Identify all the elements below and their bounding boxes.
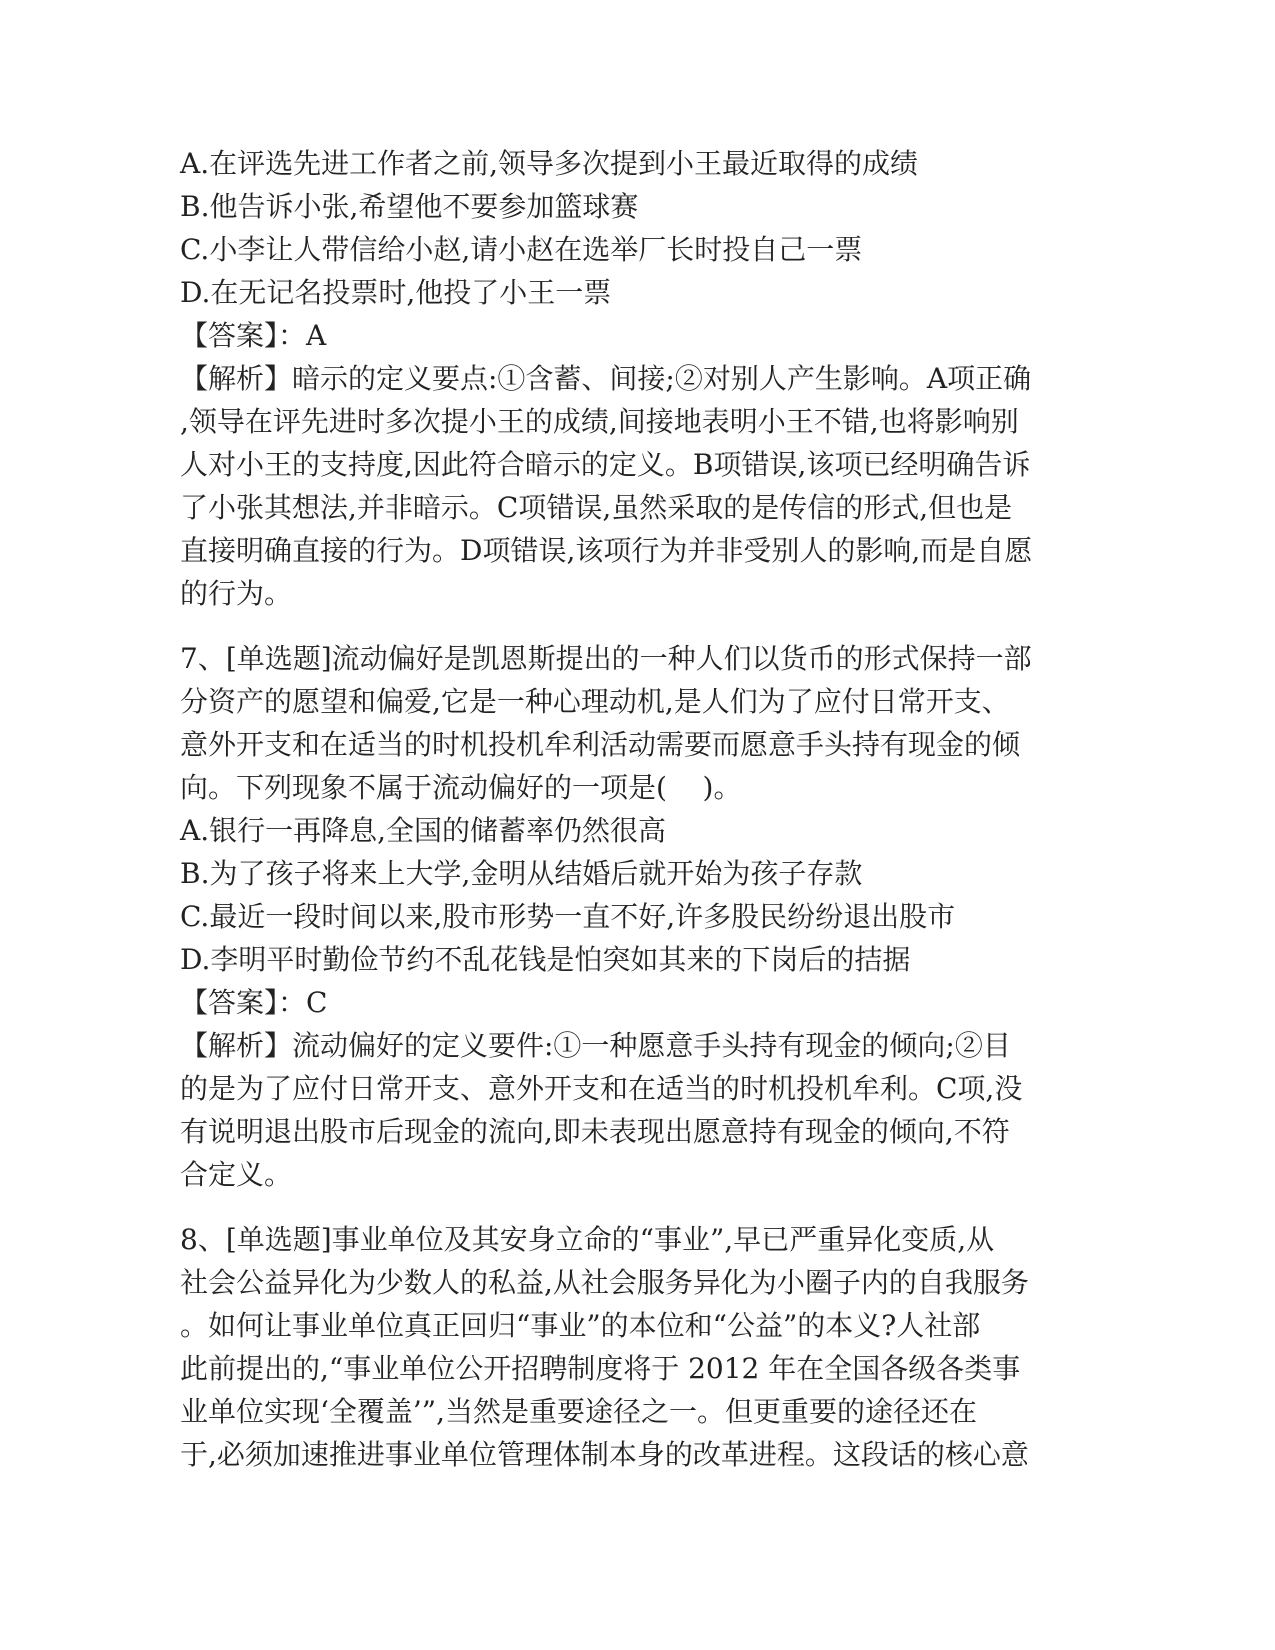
document-content [180,142,1060,1476]
q8-question-line-5: 业单位实现‘全覆盖’”,当然是重要途径之一。但更重要的途径还在 [180,1395,978,1428]
q6-analysis-line-4: 了小张其想法,并非暗示。C项错误,虽然采取的是传信的形式,但也是 [180,491,1013,524]
q6-option-d: D.在无记名投票时,他投了小王一票 [180,276,612,309]
q7-analysis-line-1: 【解析】流动偏好的定义要件:①一种愿意手头持有现金的倾向;②目 [180,1029,1011,1062]
q6-analysis-line-2: ,领导在评先进时多次提小王的成绩,间接地表明小王不错,也将影响别 [180,405,1019,438]
q8-question-line-1: 8、[单选题]事业单位及其安身立命的“事业”,早已严重异化变质,从 [180,1223,995,1256]
q6-analysis-line-1: 【解析】暗示的定义要点:①含蓄、间接;②对别人产生影响。A项正确 [180,362,1032,395]
q7-option-a: A.银行一再降息,全国的储蓄率仍然很高 [180,814,667,847]
paragraph-gap [180,1196,1060,1218]
question-6-block [180,142,1060,615]
q8-question-line-2: 社会公益异化为少数人的私益,从社会服务异化为小圈子内的自我服务 [180,1266,1029,1299]
question-8-block [180,1218,1060,1476]
q6-analysis-line-5: 直接明确直接的行为。D项错误,该项行为并非受别人的影响,而是自愿 [180,534,1033,567]
q8-question-line-4: 此前提出的,“事业单位公开招聘制度将于 2012 年在全国各级各类事 [180,1352,1021,1385]
q6-analysis-line-6: 的行为。 [180,577,293,610]
q7-question-line-3: 意外开支和在适当的时机投机牟利活动需要而愿意手头持有现金的倾 [180,728,1021,761]
q7-question-line-2: 分资产的愿望和偏爱,它是一种心理动机,是人们为了应付日常开支、 [180,685,1010,718]
q7-question-line-4: 向。下列现象不属于流动偏好的一项是( )。 [180,771,742,804]
q6-answer: 【答案】：A [180,319,327,352]
q7-analysis-line-4: 合定义。 [180,1158,293,1191]
q7-option-c: C.最近一段时间以来,股市形势一直不好,许多股民纷纷退出股市 [180,900,956,933]
question-7-block [180,637,1060,1196]
q8-question-line-3: 。如何让事业单位真正回归“事业”的本位和“公益”的本义?人社部 [180,1309,981,1342]
q7-analysis-line-3: 有说明退出股市后现金的流向,即未表现出愿意持有现金的倾向,不符 [180,1115,1010,1148]
q7-option-d: D.李明平时勤俭节约不乱花钱是怕突如其来的下岗后的拮据 [180,943,911,976]
q8-question-line-6: 于,必须加速推进事业单位管理体制本身的改革进程。这段话的核心意 [180,1438,1029,1471]
q6-analysis-line-3: 人对小王的支持度,因此符合暗示的定义。B项错误,该项已经明确告诉 [180,448,1031,481]
q6-option-b: B.他告诉小张,希望他不要参加篮球赛 [180,190,639,223]
q7-answer: 【答案】：C [180,986,328,1019]
q7-analysis-line-2: 的是为了应付日常开支、意外开支和在适当的时机投机牟利。C项,没 [180,1072,1023,1105]
paragraph-gap [180,615,1060,637]
q6-option-c: C.小李让人带信给小赵,请小赵在选举厂长时投自己一票 [180,233,863,266]
q6-option-a: A.在评选先进工作者之前,领导多次提到小王最近取得的成绩 [180,147,919,180]
q7-option-b: B.为了孩子将来上大学,金明从结婚后就开始为孩子存款 [180,857,863,890]
q7-question-line-1: 7、[单选题]流动偏好是凯恩斯提出的一种人们以货币的形式保持一部 [180,642,1032,675]
